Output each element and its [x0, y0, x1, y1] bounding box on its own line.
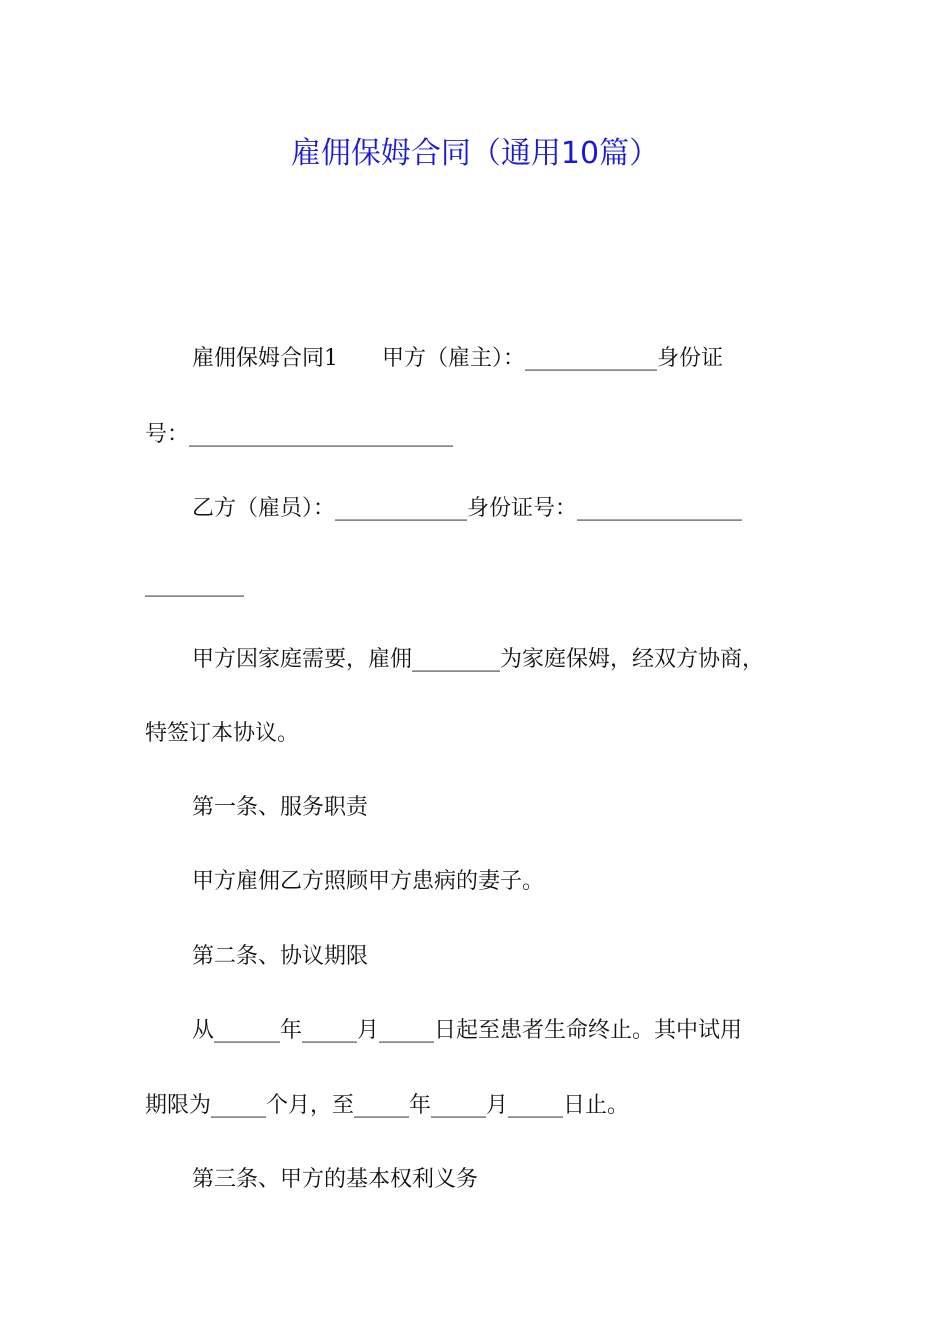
paragraph-line: 甲方雇佣乙方照顾甲方患病的妻子。 [192, 869, 545, 894]
paragraph-line: 特签订本协议。 [145, 721, 300, 746]
section-heading: 第三条、甲方的基本权利义务 [192, 1167, 479, 1192]
paragraph-line: 乙方（雇员）：____________身份证号：_______________ [192, 496, 743, 521]
section-heading: 第二条、协议期限 [192, 944, 369, 969]
paragraph-line: 期限为_____个月，至_____年_____月_____日止。 [145, 1093, 630, 1118]
paragraph-line: _________ [145, 572, 244, 597]
paragraph-line: 从______年_____月_____日起至患者生命终止。其中试用 [192, 1018, 743, 1043]
document-title: 雇佣保姆合同（通用10篇） [290, 136, 660, 171]
section-heading: 第一条、服务职责 [192, 795, 369, 820]
paragraph-line: 号：________________________ [145, 422, 454, 447]
paragraph-line: 甲方因家庭需要，雇佣________为家庭保姆，经双方协商， [192, 647, 765, 672]
paragraph-line: 雇佣保姆合同1 甲方（雇主）：____________身份证 [192, 346, 723, 371]
